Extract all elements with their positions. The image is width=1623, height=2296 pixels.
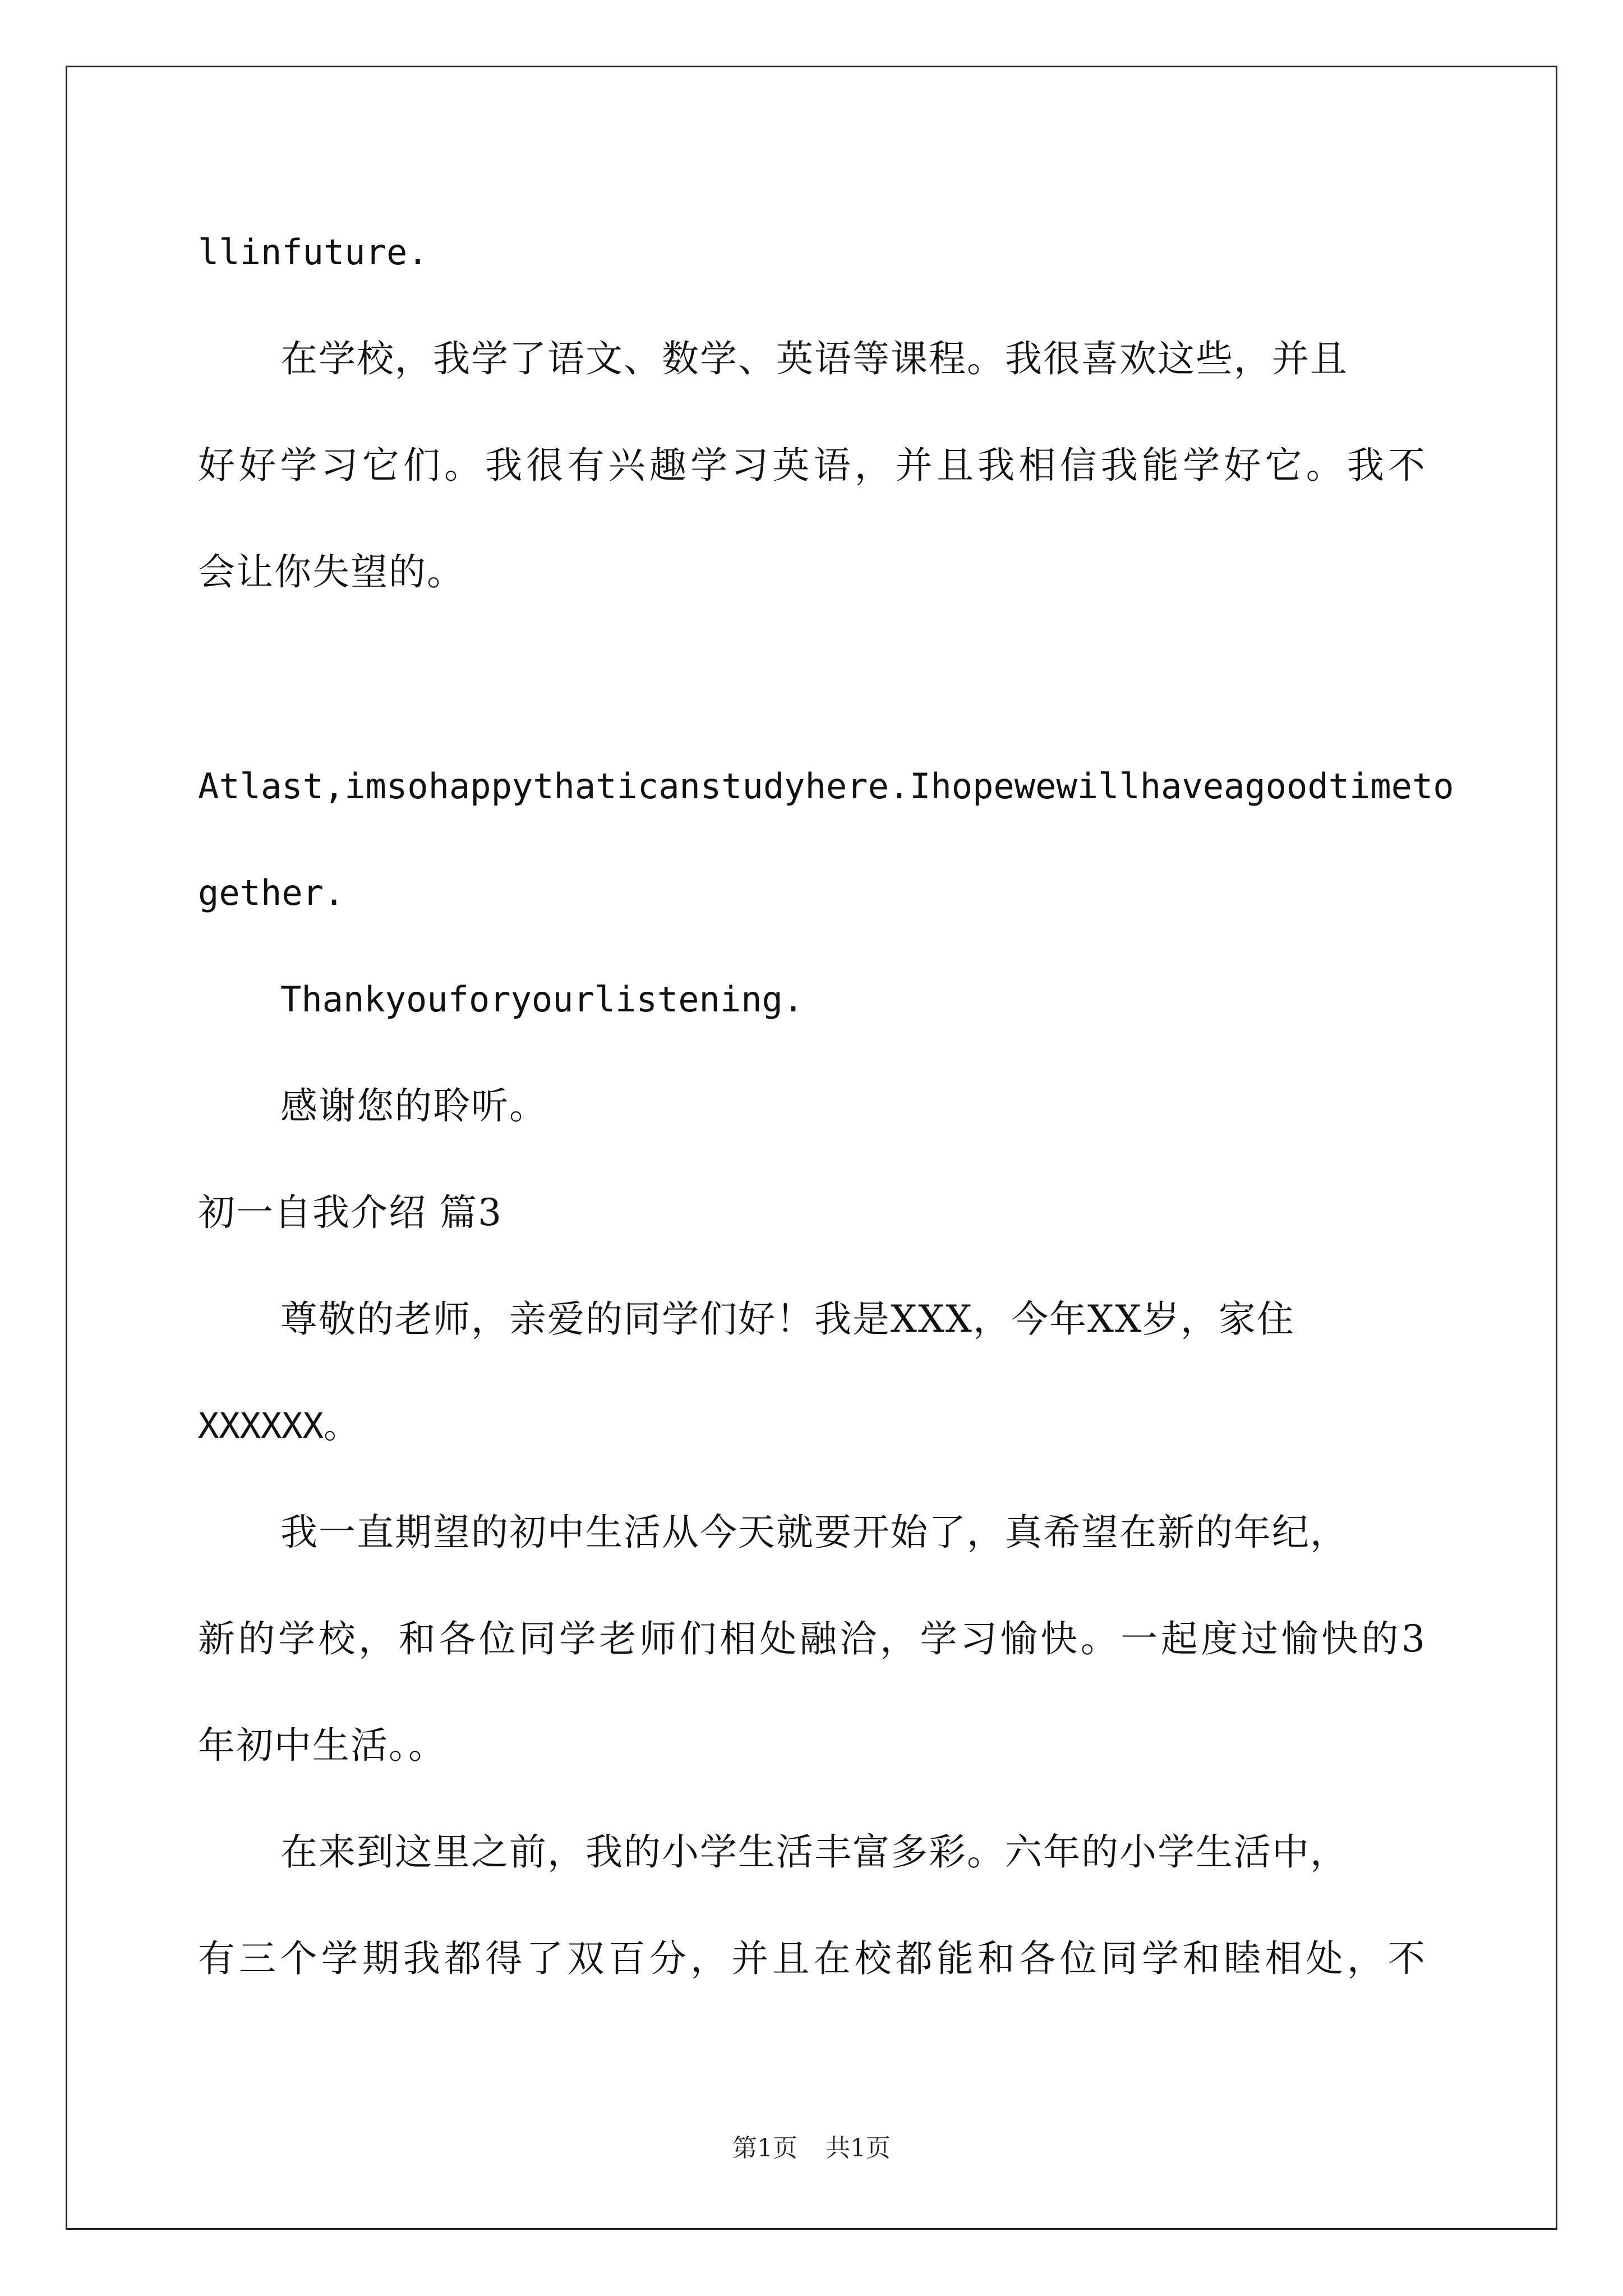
text-line: Atlast,imsohappythaticanstudyhere.Ihopewewillhaveagoodtimeto <box>198 766 1454 807</box>
text-line: 年初中生活。。 <box>198 1724 446 1767</box>
page-footer <box>0 2132 1623 2165</box>
text-line: 我一直期望的初中生活从今天就要开始了，真希望在新的年纪， <box>280 1511 1348 1554</box>
page-border <box>66 66 1557 2230</box>
text-line: 尊敬的老师，亲爱的同学们好！我是XXX，今年XX岁，家住 <box>280 1297 1295 1341</box>
text-line: 感谢您的聆听。 <box>280 1084 547 1128</box>
text-line: gether. <box>198 872 345 913</box>
text-line: XXXXXX。 <box>198 1405 358 1446</box>
text-line: 在来到这里之前，我的小学生活丰富多彩。六年的小学生活中， <box>280 1830 1348 1874</box>
text-line: 新的学校，和各位同学老师们相处融洽，学习愉快。一起度过愉快的3 <box>198 1617 1426 1660</box>
section-heading: 初一自我介绍 篇3 <box>198 1191 502 1234</box>
text-line: 好好学习它们。我很有兴趣学习英语，并且我相信我能学好它。我不 <box>198 444 1426 487</box>
text-line: 有三个学期我都得了双百分，并且在校都能和各位同学和睦相处，不 <box>198 1937 1426 1980</box>
text-line: 在学校，我学了语文、数学、英语等课程。我很喜欢这些，并且 <box>280 337 1348 380</box>
page-number-total: 共1页 <box>826 2134 891 2162</box>
text-line: 会让你失望的。 <box>198 550 465 593</box>
page-number-current: 第1页 <box>732 2134 797 2162</box>
text-line: llinfuture. <box>198 232 428 273</box>
text-line: Thankyouforyourlistening. <box>280 979 804 1020</box>
